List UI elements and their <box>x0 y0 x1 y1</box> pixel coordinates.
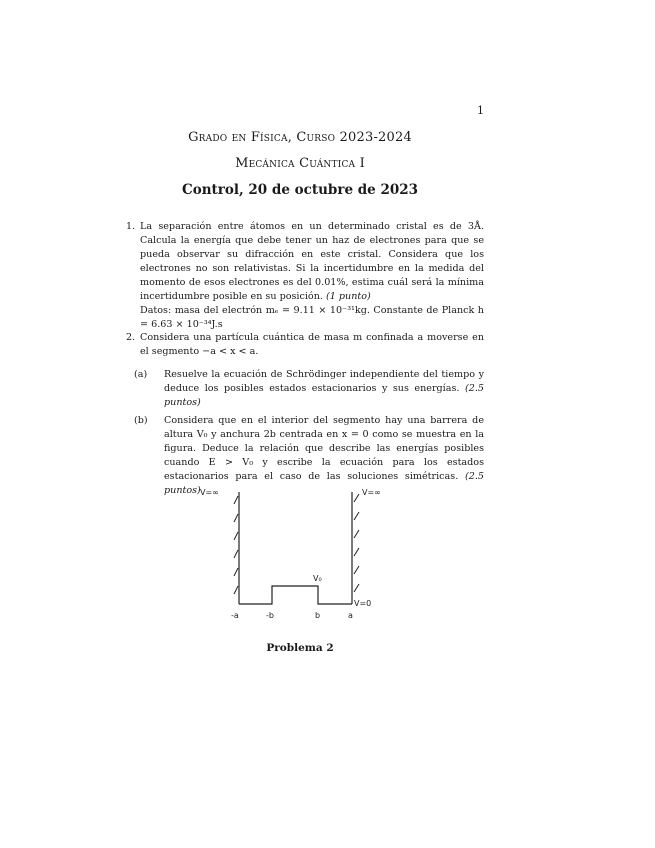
potential-well-figure <box>196 482 386 622</box>
sub-item-a-text: Resuelve la ecuación de Schrödinger independiente del tiempo y deduce los posibles estados estacionarios y sus energías. <box>164 369 484 394</box>
x-label-b: b <box>315 611 321 620</box>
problem-1 <box>126 220 484 332</box>
figure-caption: Problema 2 <box>266 642 334 654</box>
course-title: Grado en Física, Curso 2023-2024 <box>188 130 412 145</box>
sub-item-b-text: Considera que en el interior del segmento hay una barrera de altura V₀ y anchura 2b centrada en x = 0 como se muestra en la figura. Deduce la relación que describe las energías posibles cuando E > V₀ y escribe la ecuación para los estados estacionarios para el caso de las soluciones simétricas. <box>164 415 484 482</box>
x-label-minus-b: -b <box>266 611 274 620</box>
problem-1-points: (1 punto) <box>326 291 371 302</box>
page-number: 1 <box>477 104 484 117</box>
sub-item-a <box>134 368 484 410</box>
floor-label: V=0 <box>354 599 372 608</box>
problem-1-number: 1. <box>126 221 136 232</box>
x-label-a: a <box>348 611 353 620</box>
sub-item-a-points: (2.5 puntos) <box>164 383 484 408</box>
problem-2-text: Considera una partícula cuántica de masa m confinada a moverse en el segmento −a < x < a. <box>140 332 484 357</box>
x-label-minus-a: -a <box>231 611 239 620</box>
right-wall-hatching <box>354 494 359 592</box>
exam-title: Control, 20 de octubre de 2023 <box>181 182 419 198</box>
sub-item-b-points: (2.5 puntos) <box>164 471 484 496</box>
barrier-label: V₀ <box>313 574 322 583</box>
subject-title: Mecánica Cuántica I <box>235 156 365 171</box>
right-wall-label: V=∞ <box>362 488 381 497</box>
problem-2-number: 2. <box>126 332 136 343</box>
sub-item-a-label: (a) <box>134 369 148 380</box>
problem-1-data: Datos: masa del electrón mₑ = 9.11 × 10⁻³¹kg. Constante de Planck h = 6.63 × 10⁻³⁴J.s <box>140 305 484 330</box>
potential-well-sketch <box>196 482 386 622</box>
problem-2-sub-items <box>134 368 484 498</box>
problem-1-text: La separación entre átomos en un determinado cristal es de 3Å. Calcula la energía que debe tener un haz de electrones para que se pueda observar su difracción en este cristal. Considera que los electrones no son relativistas. Si la incertidumbre en la medida del momento de esos electrones es del 0.01%, estima cuál será la mínima incertidumbre posible en su posición. <box>140 221 484 302</box>
sub-item-b-label: (b) <box>134 415 148 426</box>
left-wall-hatching <box>234 496 238 594</box>
well-floor-barrier <box>239 586 352 604</box>
left-wall-label: V=∞ <box>200 488 219 497</box>
problem-2 <box>126 331 484 502</box>
